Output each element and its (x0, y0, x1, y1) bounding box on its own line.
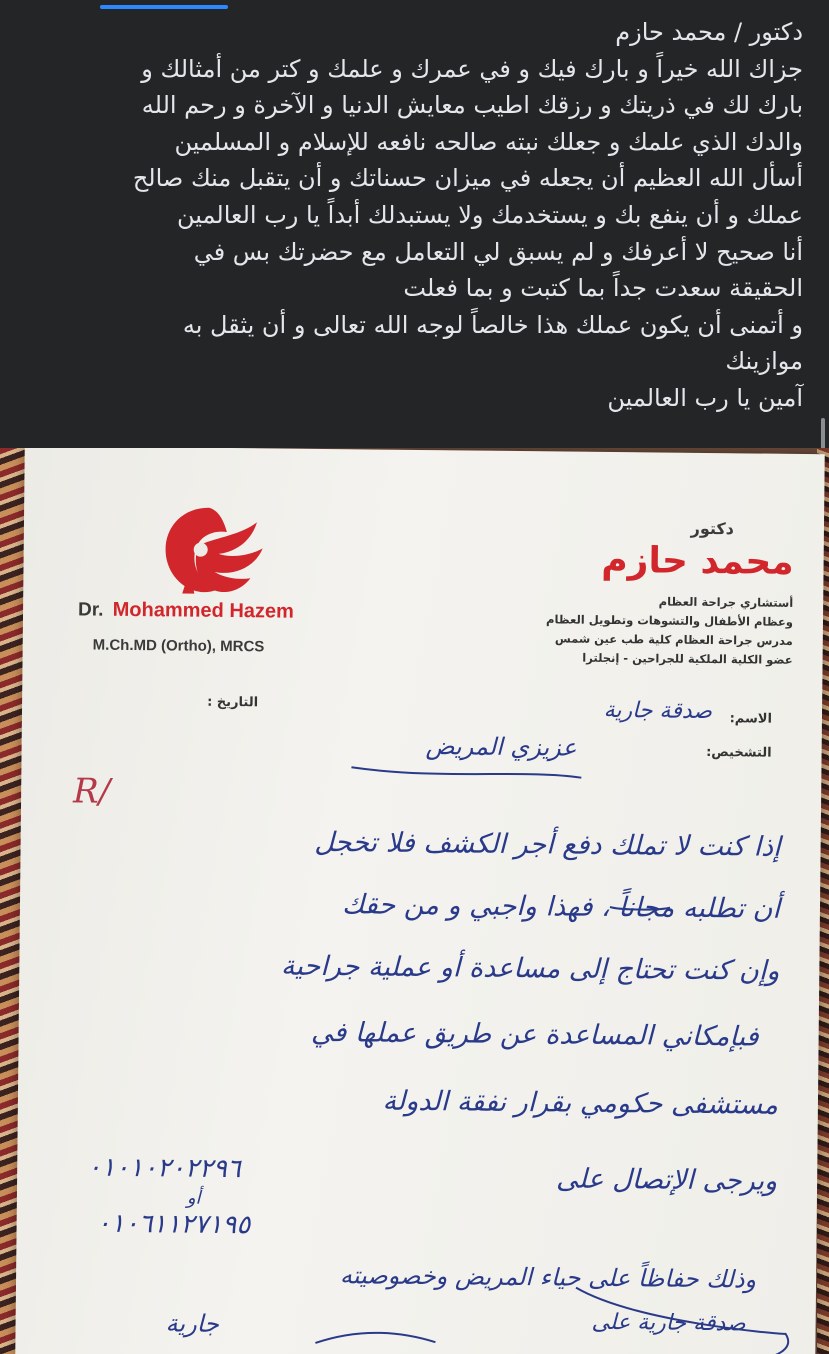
doctor-degrees: M.Ch.MD (Ortho), MRCS (92, 636, 265, 656)
handwritten-line: إذا كنت لا تملك دفع أجر الكشف فلا تخجل (314, 826, 781, 863)
post-line: والدك الذي علمك و جعلك نبته صالحه نافعه للإسلام و المسلمين (174, 127, 803, 156)
post-line: دكتور / محمد حازم (615, 18, 803, 46)
handwritten-or: أو (186, 1187, 201, 1209)
post-photo[interactable] (0, 448, 829, 1354)
diagnosis-label: التشخيص: (706, 744, 772, 761)
post-body (13, 14, 803, 417)
prescription-paper (15, 448, 824, 1354)
credential-line: مدرس جراحة العظام كلية طب عين شمس (554, 631, 793, 648)
rx-symbol: R/ (72, 771, 111, 812)
handwritten-line: ويرجى الإتصال على (555, 1163, 778, 1197)
doctor-title-arabic: دكتور (690, 518, 735, 539)
handwritten-line: مستشفى حكومي بقرار نفقة الدولة (382, 1085, 779, 1121)
handwritten-phone-1: ٠١٠١٠٢٠٢٢٩٦ (87, 1152, 242, 1185)
handwritten-line: صدقة جارية على (591, 1309, 746, 1337)
name-label: الاسم: (729, 711, 773, 727)
credential-line: أستشاري جراحة العظام (658, 594, 794, 610)
handwritten-line: وذلك حفاظاً على حياء المريض وخصوصيته (339, 1261, 757, 1294)
handwritten-diagnosis: عزيزي المريض (425, 732, 577, 762)
post-line: أنا صحيح لا أعرفك و لم يسبق لي التعامل مع حضرتك بس في (193, 237, 803, 266)
post-line: جزاك الله خيراً و بارك فيك و في عمرك و علمك و كتر من أمثالك و (141, 54, 803, 83)
doctor-credentials-arabic (492, 591, 793, 670)
post-line: موازينك (725, 347, 803, 376)
post-text-section (0, 0, 829, 448)
handwritten-line: فبإمكاني المساعدة عن طريق عملها في (310, 1016, 759, 1053)
clinic-logo-icon (138, 497, 279, 608)
post-line: أسأل الله العظيم أن يجعله في ميزان حسناتك و أن يتقبل منك صالح (132, 164, 803, 193)
handwritten-line: وإن كنت تحتاج إلى مساعدة أو عملية جراحية (280, 950, 780, 987)
post-line: عملك و أن ينفع بك و يستخدمك ولا يستبدلك أبداً يا رب العالمين (177, 200, 803, 229)
doctor-name: Mohammed Hazem (112, 598, 294, 623)
doctor-prefix: Dr. (77, 599, 104, 621)
post-line: و أتمنى أن يكون عملك هذا خالصاً لوجه الله تعالى و أن يثقل به (182, 310, 803, 339)
doctor-name-english (78, 598, 294, 623)
credential-line: عضو الكلية الملكية للجراحين - إنجلترا (582, 650, 793, 667)
credential-line: وعظام الأطفال والتشوهات وتطويل العظام (546, 612, 794, 629)
post-line: آمين يا رب العالمين (607, 383, 803, 412)
active-tab-indicator (100, 5, 228, 9)
handwritten-phone-2: ٠١٠٦١١٢٧١٩٥ (96, 1208, 251, 1241)
handwritten-line: أن تطلبه مجاناً ، فهذا واجبي و من حقك (341, 889, 781, 925)
post-line: الحقيقة سعدت جداً بما كتبت و بما فعلت (403, 274, 803, 303)
post-line: بارك لك في ذريتك و رزقك اطيب معايش الدنيا و الآخرة و رحم الله (141, 91, 803, 120)
handwritten-name: صدقة جارية (603, 697, 713, 725)
date-label: التاريخ : (207, 694, 259, 711)
doctor-name-arabic: محمد حازم (601, 539, 794, 583)
handwritten-line: جارية (165, 1309, 220, 1338)
